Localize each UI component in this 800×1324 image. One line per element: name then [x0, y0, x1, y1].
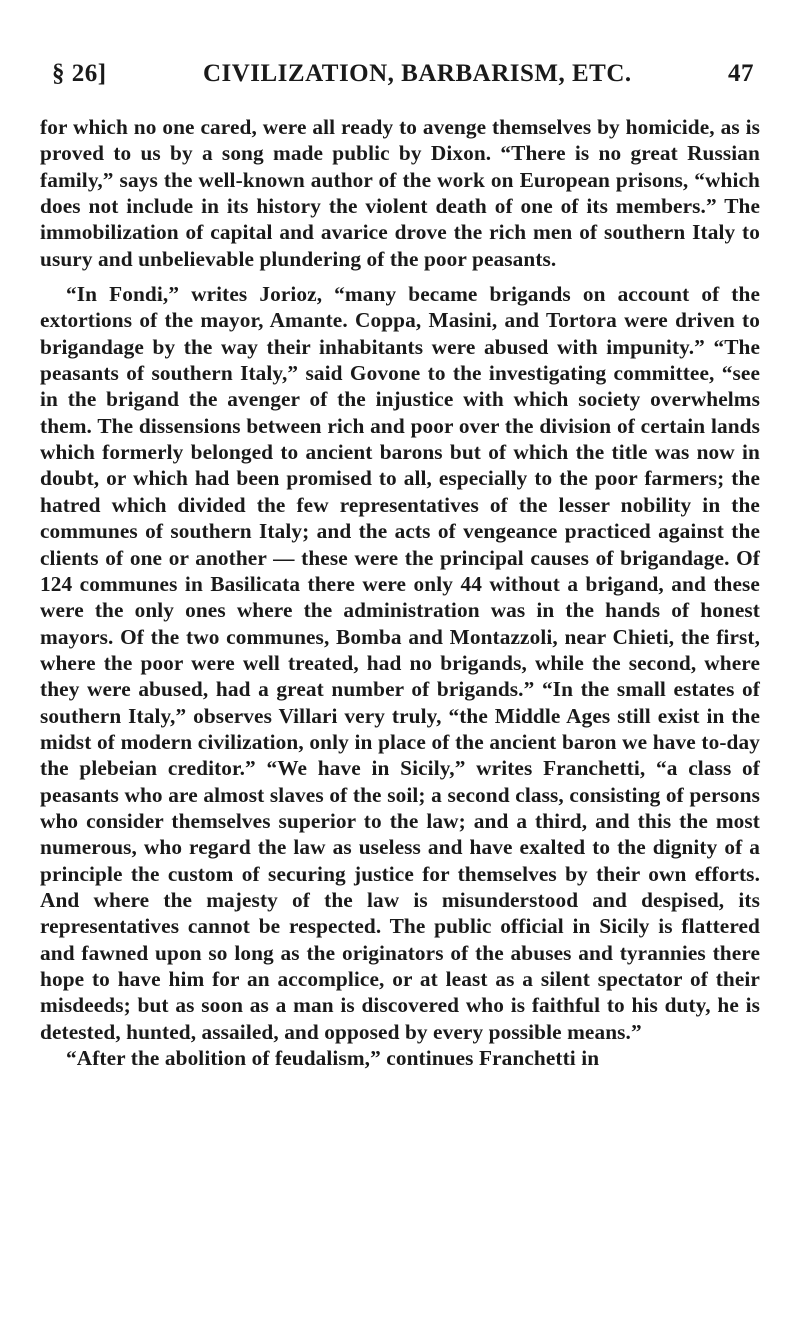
paragraph: “In Fondi,” writes Jorioz, “many became brigands on account of the extortions of the mayor, Amante. Coppa, Masini, and Tortora were driven to brigandage by the way their inhabitants were abused with impunity.” “The peasants of southern Italy,” said Govone to the investigating committee, “see in the brigand the avenger of the injustice with which society overwhelms them. The dissensions between rich and poor over the division of certain lands which formerly belonged to ancient barons but of which the title was now in doubt, or which had been promised to all, especially to the poor farmers; the hatred which divided the few representatives of the lesser nobility in the communes of southern Italy; and the acts of vengeance practiced against the clients of one or another — these were the principal causes of brigandage. Of 124 communes in Basilicata there were only 44 without a brigand, and these were the only ones where the administration was in the hands of honest mayors. Of the two communes, Bomba and Montazzoli, near Chieti, the first, where the poor were well treated, had no brigands, while the second, where they were abused, had a great number of brigands.” “In the small estates of southern Italy,” observes Villari very truly, “the Middle Ages still exist in the midst of modern civilization, only in place of the ancient baron we have to-day the plebeian creditor.” “We have in Sicily,” writes Franchetti, “a class of peasants who are almost slaves of the soil; a second class, consisting of persons who consider themselves superior to the law; and a third, and this the most numerous, who regard the law as useless and have exalted to the dignity of a principle the custom of securing justice for themselves by their own efforts. And where the majesty of the law is misunderstood and despised, its representatives cannot be respected. The public official in Sicily is flattered and fawned upon so long as the originators of the abuses and tyrannies there hope to have him for an accomplice, or at least as a silent spectator of their misdeeds; but as soon as a man is discovered who is faithful to his duty, he is detested, hunted, assailed, and opposed by every possible means.” — [40, 282, 760, 1044]
chapter-title: CIVILIZATION, BARBARISM, ETC. — [202, 60, 632, 87]
page-number: 47 — [728, 60, 754, 87]
book-page — [40, 60, 760, 1071]
paragraph: for which no one cared, were all ready to avenge themselves by homicide, as is proved to us by a song made public by Dixon. “There is no great Russian family,” says the well-known author of the work on European prisons, “which does not include in its history the violent death of one of its members.” The immobilization of capital and avarice drove the rich men of southern Italy to usury and unbelievable plundering of the poor peasants. — [40, 115, 760, 271]
section-marker: § 26] — [52, 60, 107, 87]
body-text — [40, 114, 760, 1071]
running-head — [52, 60, 754, 98]
paragraph: “After the abolition of feudalism,” continues Franchetti in — [66, 1046, 600, 1071]
